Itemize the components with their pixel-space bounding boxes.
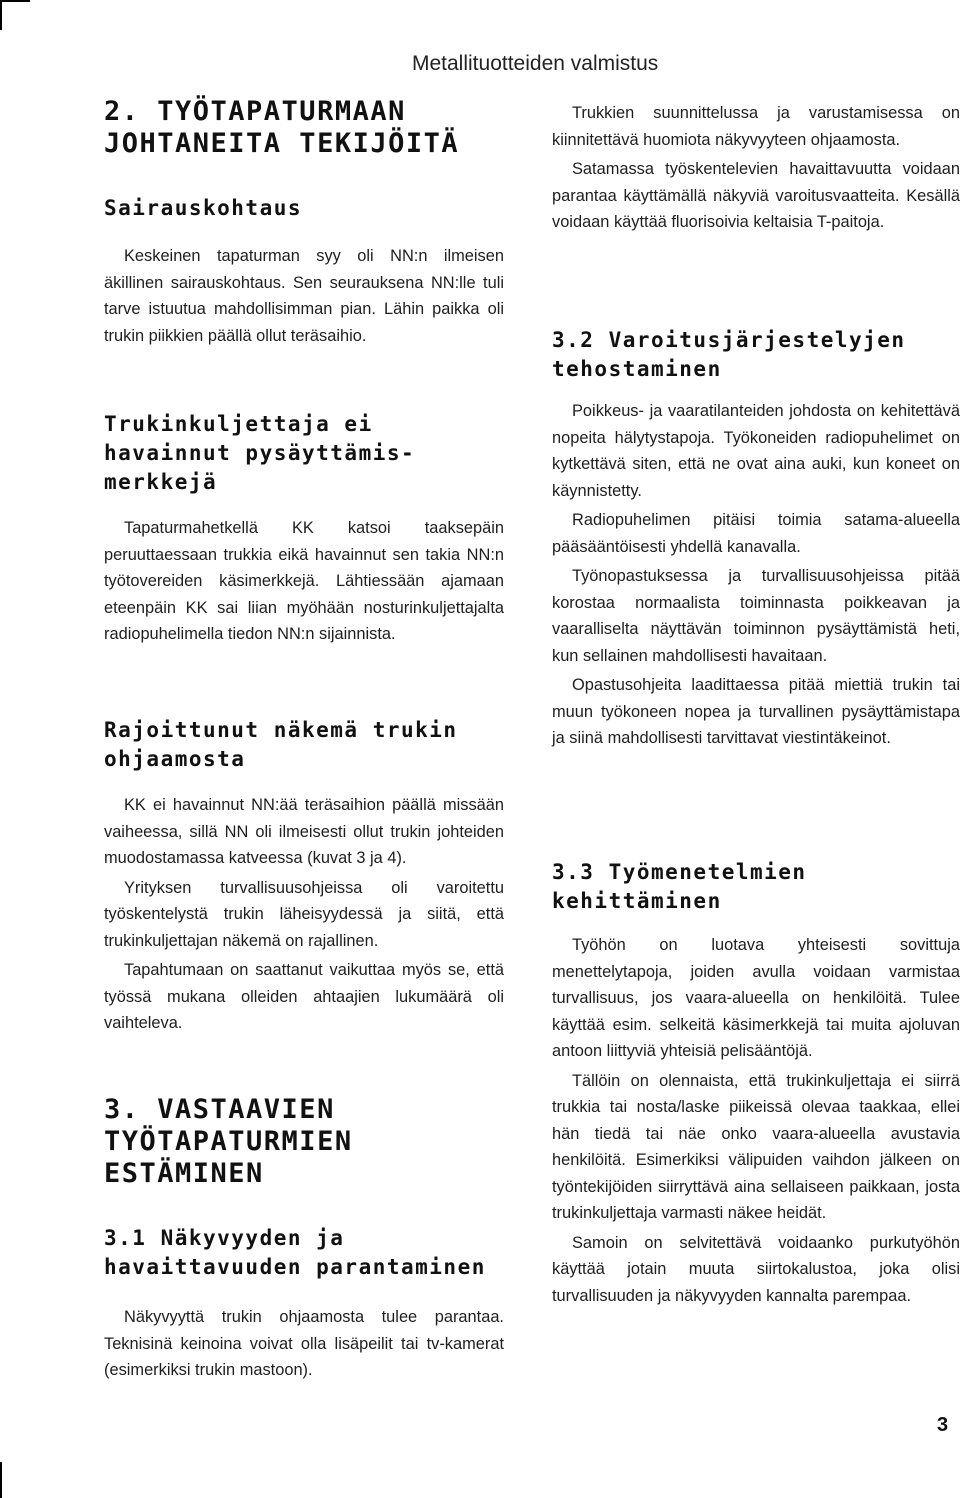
sairauskohtaus-heading: Sairauskohtaus: [104, 196, 303, 220]
section-3-heading: 3. VASTAAVIEN TYÖTAPATURMIEN ESTÄMINEN: [104, 1094, 353, 1189]
merkit-heading: Trukinkuljettaja ei havainnut pysäyttämis-merkkejä: [104, 412, 416, 494]
crop-mark-bottom-left-vertical: [0, 1462, 2, 1498]
nakema-heading: Rajoittunut näkemä trukin ohjaamosta: [104, 718, 458, 771]
intro-paragraph-1: Trukkien suunnittelussa ja varustamisessa on kiinnitettävä huomiota näkyvyyteen ohjaamosta.: [552, 104, 960, 149]
crop-mark-top-left-horizontal: [0, 0, 30, 2]
crop-mark-top-left-vertical: [0, 0, 2, 30]
sairauskohtaus-paragraph-1: Keskeinen tapaturman syy oli NN:n ilmeisen äkillinen sairauskohtaus. Sen seurauksena NN:lle tuli tarve istuutua mahdollisimman pian. Lähin paikka oli trukin piikkien päällä ollut teräsaihio.: [104, 247, 504, 345]
intro-block: [552, 100, 960, 239]
nakema-paragraph-3: Tapahtumaan on saattanut vaikuttaa myös se, että työssä mukana olleiden ahtaajien lukumäärä oli vaihteleva.: [104, 961, 504, 1032]
section-3-3-paragraph-1: Työhön on luotava yhteisesti sovittuja menettelytapoja, joiden avulla voidaan varmistaa turvallisuus, jos vaara-alueella on henkilöitä. Tulee käyttää esim. selkeitä käsimerkkejä tai muita ajoluvan antoon liittyviä yhteisiä pelisääntöjä.: [552, 936, 960, 1060]
merkit-paragraph-1: Tapaturmahetkellä KK katsoi taaksepäin peruuttaessaan trukkia eikä havainnut sen takia NN:n työtovereiden käsimerkkejä. Lähtiessään ajamaan eteenpäin KK sai liian myöhään nosturinkuljettajalta radiopuhelimella tiedon NN:n sijainnista.: [104, 519, 504, 643]
nakema-paragraph-1: KK ei havainnut NN:ää teräsaihion päällä missään vaiheessa, sillä NN oli ilmeisesti ollut trukin johteiden muodostamassa katveessa (kuvat 3 ja 4).: [104, 796, 504, 867]
section-3-3-paragraph-2: Tällöin on olennaista, että trukinkuljettaja ei siirrä trukkia tai nosta/laske piikeissä olevaa taakkaa, ellei hän tiedä tai näe onko vaara-alueella avustavia henkilöitä. Esimerkiksi välipuiden vaihdon jälkeen on työntekijöiden siirryttävä aina sellaiseen paikkaan, josta trukinkuljettaja varmasti näkee heidät.: [552, 1071, 960, 1222]
section-3-1: [104, 1224, 504, 1387]
section-2-heading: 2. TYÖTAPATURMAAN JOHTANEITA TEKIJÖITÄ: [104, 96, 460, 159]
section-3-3-heading: 3.3 Työmenetelmien kehittäminen: [552, 860, 807, 913]
section-3-title: [104, 1094, 504, 1190]
section-3-2-paragraph-2: Radiopuhelimen pitäisi toimia satama-alueella pääsääntöisesti yhdellä kanavalla.: [552, 511, 960, 556]
section-sairauskohtaus: [104, 194, 504, 352]
nakema-paragraph-2: Yrityksen turvallisuusohjeissa oli varoitettu työskentelystä trukin läheisyydessä ja siitä, että trukinkuljettajan näkemä on rajallinen.: [104, 878, 504, 950]
section-3-1-paragraph-1: Näkyvyyttä trukin ohjaamosta tulee parantaa. Teknisinä keinoina voivat olla lisäpeilit tai tv-kamerat (esimerkiksi trukin mastoon).: [104, 1308, 504, 1379]
running-header: Metallituotteiden valmistus: [412, 52, 659, 75]
page-number: 3: [937, 1414, 949, 1436]
intro-paragraph-2: Satamassa työskentelevien havaittavuutta voidaan parantaa käyttämällä näkyviä varoitusvaatteita. Kesällä voidaan käyttää fluorisoivia keltaisia T-paitoja.: [552, 160, 960, 231]
section-2-title: [104, 96, 504, 160]
section-merkit: [104, 410, 504, 651]
section-3-1-heading: 3.1 Näkyvyyden ja havaittavuuden parantaminen: [104, 1226, 486, 1279]
section-3-3-paragraph-3: Samoin on selvitettävä voidaanko purkutyöhön käyttää jotain muuta siirtokalustoa, joka olisi turvallisuuden ja näkyvyyden kannalta parempaa.: [552, 1233, 960, 1305]
section-nakema: [104, 716, 504, 1040]
section-3-2-paragraph-1: Poikkeus- ja vaaratilanteiden johdosta on kehitettävä nopeita hälytystapoja. Työkoneiden radiopuhelimet on kytkettävä siten, että ne ovat aina auki, kun koneet on käynnistetty.: [552, 402, 960, 500]
section-3-3: [552, 858, 960, 1312]
section-3-2-paragraph-4: Opastusohjeita laadittaessa pitää miettiä trukin tai muun työkoneen nopea ja turvallinen pysäyttämistapa ja siinä mahdollisesti tarvittavat viestintäkeinot.: [552, 676, 960, 747]
section-3-2-heading: 3.2 Varoitusjärjestelyjen tehostaminen: [552, 328, 906, 381]
section-3-2: [552, 326, 960, 755]
section-3-2-paragraph-3: Työnopastuksessa ja turvallisuusohjeissa pitää korostaa normaalista toiminnasta poikkeavan ja vaaralliselta näyttävän toiminnon pysäyttämistä heti, kun sellainen mahdollisesti havaitaan.: [552, 567, 960, 665]
